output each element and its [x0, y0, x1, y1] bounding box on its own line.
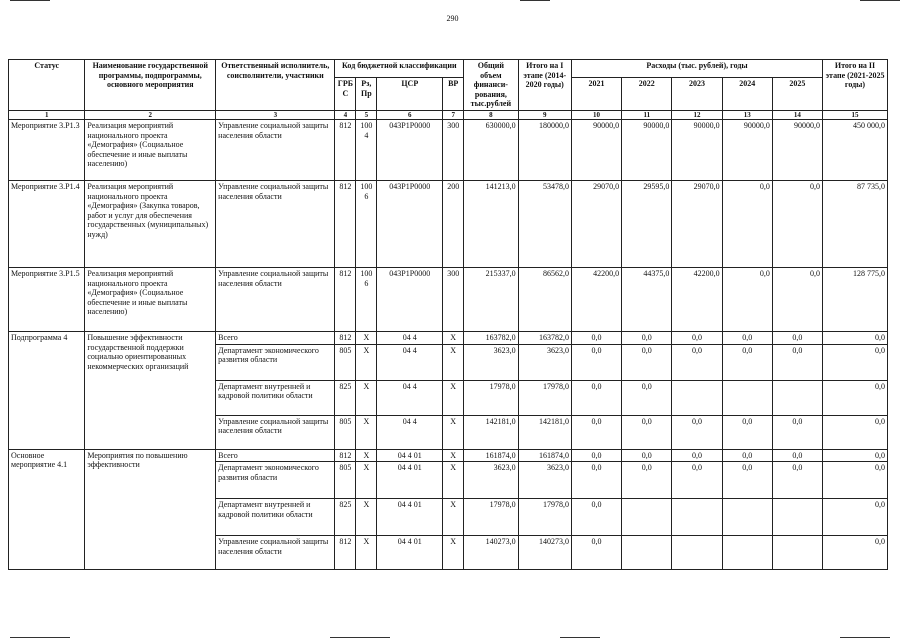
stage1-cell: 161874,0 [518, 449, 571, 462]
rzpr-cell: X [356, 415, 377, 449]
rzpr-cell: 1006 [356, 180, 377, 267]
column-number: 15 [823, 110, 888, 119]
stage1-cell: 140273,0 [518, 536, 571, 570]
table-row [9, 449, 888, 462]
top-edge-mark [860, 0, 900, 1]
executor-cell: Управление социальной защиты населения области [216, 536, 335, 570]
year-cell [722, 380, 772, 415]
csr-cell: 04 4 01 [377, 449, 443, 462]
executor-cell: Департамент экономического развития области [216, 462, 335, 499]
stage2-cell: 450 000,0 [823, 119, 888, 180]
stage2-cell: 0,0 [823, 536, 888, 570]
year-cell: 0,0 [772, 344, 822, 380]
executor-cell: Всего [216, 449, 335, 462]
grbs-cell: 812 [335, 267, 356, 331]
year-cell: 0,0 [571, 331, 621, 344]
year-cell: 0,0 [722, 180, 772, 267]
header-rzpr: Рз, Пр [356, 78, 377, 111]
total-cell: 142181,0 [464, 415, 518, 449]
executor-cell: Департамент внутренней и кадровой политики области [216, 380, 335, 415]
column-number: 13 [722, 110, 772, 119]
grbs-cell: 812 [335, 180, 356, 267]
year-cell: 0,0 [772, 180, 822, 267]
year-cell [672, 536, 722, 570]
year-cell: 0,0 [672, 449, 722, 462]
rzpr-cell: X [356, 331, 377, 344]
grbs-cell: 812 [335, 536, 356, 570]
table-row [9, 180, 888, 267]
rzpr-cell: X [356, 449, 377, 462]
header-year: 2025 [772, 78, 822, 111]
page-number: 290 [446, 14, 459, 23]
table-row [9, 267, 888, 331]
table-row [9, 331, 888, 344]
year-cell: 90000,0 [571, 119, 621, 180]
year-cell: 0,0 [772, 449, 822, 462]
grbs-cell: 805 [335, 462, 356, 499]
column-number: 7 [443, 110, 464, 119]
budget-table [8, 59, 888, 570]
stage1-cell: 53478,0 [518, 180, 571, 267]
grbs-cell: 812 [335, 331, 356, 344]
year-cell [722, 499, 772, 536]
executor-cell: Департамент экономического развития области [216, 344, 335, 380]
stage1-cell: 3623,0 [518, 462, 571, 499]
stage2-cell: 0,0 [823, 462, 888, 499]
year-cell: 0,0 [571, 344, 621, 380]
year-cell: 0,0 [772, 462, 822, 499]
year-cell: 29070,0 [672, 180, 722, 267]
vr-cell: X [443, 344, 464, 380]
year-cell: 90000,0 [672, 119, 722, 180]
rzpr-cell: 1006 [356, 267, 377, 331]
year-cell: 42200,0 [672, 267, 722, 331]
status-cell: Мероприятие 3.P1.4 [9, 180, 85, 267]
year-cell: 90000,0 [722, 119, 772, 180]
year-cell [772, 499, 822, 536]
year-cell: 0,0 [722, 449, 772, 462]
column-number-row [9, 110, 888, 119]
vr-cell: X [443, 415, 464, 449]
name-cell: Повышение эффективности государственной поддержки социально ориентированных некоммерческих организаций [85, 331, 216, 449]
column-number: 11 [622, 110, 672, 119]
year-cell: 0,0 [672, 344, 722, 380]
header-year: 2021 [571, 78, 621, 111]
stage1-cell: 142181,0 [518, 415, 571, 449]
year-cell: 0,0 [672, 415, 722, 449]
stage1-cell: 17978,0 [518, 499, 571, 536]
column-number: 5 [356, 110, 377, 119]
bottom-edge-mark [560, 637, 600, 638]
year-cell: 0,0 [722, 415, 772, 449]
rzpr-cell: X [356, 536, 377, 570]
top-edge-mark [520, 0, 550, 1]
bottom-edge-mark [840, 637, 890, 638]
csr-cell: 04 4 [377, 344, 443, 380]
column-number: 2 [85, 110, 216, 119]
column-number: 8 [464, 110, 518, 119]
executor-cell: Управление социальной защиты населения области [216, 267, 335, 331]
status-cell: Подпрограмма 4 [9, 331, 85, 449]
year-cell: 0,0 [722, 344, 772, 380]
header-csr: ЦСР [377, 78, 443, 111]
vr-cell: X [443, 499, 464, 536]
rzpr-cell: X [356, 380, 377, 415]
year-cell: 42200,0 [571, 267, 621, 331]
top-edge-mark [10, 0, 50, 1]
rzpr-cell: X [356, 499, 377, 536]
header-executor: Ответственный исполнитель, соисполнители, участники [216, 60, 335, 111]
year-cell [622, 536, 672, 570]
year-cell: 0,0 [622, 380, 672, 415]
total-cell: 163782,0 [464, 331, 518, 344]
status-cell: Мероприятие 3.P1.3 [9, 119, 85, 180]
total-cell: 161874,0 [464, 449, 518, 462]
year-cell: 0,0 [722, 267, 772, 331]
vr-cell: X [443, 449, 464, 462]
header-total-volume: Общий объем финанси-рования, тыс.рублей [464, 60, 518, 111]
csr-cell: 04 4 01 [377, 462, 443, 499]
column-number: 1 [9, 110, 85, 119]
year-cell: 0,0 [622, 331, 672, 344]
stage1-cell: 163782,0 [518, 331, 571, 344]
stage2-cell: 0,0 [823, 449, 888, 462]
year-cell: 0,0 [672, 462, 722, 499]
vr-cell: X [443, 462, 464, 499]
csr-cell: 04 4 [377, 415, 443, 449]
grbs-cell: 812 [335, 119, 356, 180]
vr-cell: 300 [443, 119, 464, 180]
year-cell: 0,0 [571, 449, 621, 462]
header-year: 2024 [722, 78, 772, 111]
stage2-cell: 0,0 [823, 344, 888, 380]
year-cell [672, 499, 722, 536]
year-cell: 0,0 [672, 331, 722, 344]
column-number: 4 [335, 110, 356, 119]
stage1-cell: 180000,0 [518, 119, 571, 180]
total-cell: 141213,0 [464, 180, 518, 267]
year-cell [672, 380, 722, 415]
table-row [9, 119, 888, 180]
year-cell: 0,0 [571, 499, 621, 536]
executor-cell: Управление социальной защиты населения области [216, 119, 335, 180]
total-cell: 215337,0 [464, 267, 518, 331]
column-number: 12 [672, 110, 722, 119]
total-cell: 630000,0 [464, 119, 518, 180]
year-cell: 90000,0 [772, 119, 822, 180]
header-grbs: ГРБС [335, 78, 356, 111]
total-cell: 17978,0 [464, 380, 518, 415]
vr-cell: 200 [443, 180, 464, 267]
stage1-cell: 86562,0 [518, 267, 571, 331]
vr-cell: X [443, 331, 464, 344]
year-cell: 0,0 [622, 449, 672, 462]
header-vr: ВР [443, 78, 464, 111]
year-cell [772, 380, 822, 415]
year-cell: 0,0 [772, 267, 822, 331]
total-cell: 140273,0 [464, 536, 518, 570]
total-cell: 17978,0 [464, 499, 518, 536]
column-number: 6 [377, 110, 443, 119]
csr-cell: 04 4 01 [377, 536, 443, 570]
vr-cell: X [443, 380, 464, 415]
year-cell: 29070,0 [571, 180, 621, 267]
csr-cell: 04 4 01 [377, 499, 443, 536]
csr-cell: 04 4 [377, 380, 443, 415]
year-cell: 0,0 [622, 415, 672, 449]
stage2-cell: 0,0 [823, 331, 888, 344]
year-cell: 29595,0 [622, 180, 672, 267]
status-cell: Основное мероприятие 4.1 [9, 449, 85, 570]
header-expenses: Расходы (тыс. рублей), годы [571, 60, 822, 78]
total-cell: 3623,0 [464, 344, 518, 380]
executor-cell: Всего [216, 331, 335, 344]
column-number: 3 [216, 110, 335, 119]
rzpr-cell: 1004 [356, 119, 377, 180]
header-stage1-total: Итого на I этапе (2014-2020 годы) [518, 60, 571, 111]
column-number: 9 [518, 110, 571, 119]
header-year: 2022 [622, 78, 672, 111]
name-cell: Реализация мероприятий национального проекта «Демография» (Закупка товаров, работ и услуг для обеспечения государственных (муниципальных) нужд) [85, 180, 216, 267]
year-cell: 0,0 [622, 344, 672, 380]
year-cell: 0,0 [571, 415, 621, 449]
bottom-edge-mark [330, 637, 390, 638]
year-cell: 0,0 [722, 331, 772, 344]
csr-cell: 043P1P0000 [377, 119, 443, 180]
year-cell: 0,0 [571, 380, 621, 415]
column-number: 10 [571, 110, 621, 119]
vr-cell: 300 [443, 267, 464, 331]
year-cell: 0,0 [571, 462, 621, 499]
total-cell: 3623,0 [464, 462, 518, 499]
csr-cell: 043P1P0000 [377, 267, 443, 331]
grbs-cell: 825 [335, 499, 356, 536]
year-cell [622, 499, 672, 536]
stage2-cell: 0,0 [823, 380, 888, 415]
grbs-cell: 812 [335, 449, 356, 462]
year-cell: 0,0 [571, 536, 621, 570]
rzpr-cell: X [356, 344, 377, 380]
name-cell: Мероприятия по повышению эффективности [85, 449, 216, 570]
stage1-cell: 17978,0 [518, 380, 571, 415]
header-status: Статус [9, 60, 85, 111]
stage2-cell: 87 735,0 [823, 180, 888, 267]
status-cell: Мероприятие 3.P1.5 [9, 267, 85, 331]
header-name: Наименование государственной программы, подпрограммы, основного мероприятия [85, 60, 216, 111]
bottom-edge-mark [10, 637, 70, 638]
name-cell: Реализация мероприятий национального проекта «Демография» (Социальное обеспечение и иные выплаты населению) [85, 267, 216, 331]
header-stage2-total: Итого на II этапе (2021-2025 годы) [823, 60, 888, 111]
column-number: 14 [772, 110, 822, 119]
executor-cell: Управление социальной защиты населения области [216, 415, 335, 449]
rzpr-cell: X [356, 462, 377, 499]
grbs-cell: 805 [335, 344, 356, 380]
executor-cell: Департамент внутренней и кадровой политики области [216, 499, 335, 536]
name-cell: Реализация мероприятий национального проекта «Демография» (Социальное обеспечение и иные выплаты населению) [85, 119, 216, 180]
stage2-cell: 0,0 [823, 415, 888, 449]
header-year: 2023 [672, 78, 722, 111]
year-cell: 44375,0 [622, 267, 672, 331]
year-cell: 0,0 [772, 331, 822, 344]
year-cell: 0,0 [772, 415, 822, 449]
stage1-cell: 3623,0 [518, 344, 571, 380]
grbs-cell: 805 [335, 415, 356, 449]
year-cell: 0,0 [722, 462, 772, 499]
executor-cell: Управление социальной защиты населения области [216, 180, 335, 267]
stage2-cell: 128 775,0 [823, 267, 888, 331]
stage2-cell: 0,0 [823, 499, 888, 536]
year-cell [722, 536, 772, 570]
header-budget-code: Код бюджетной классификации [335, 60, 464, 78]
year-cell: 90000,0 [622, 119, 672, 180]
csr-cell: 043P1P0000 [377, 180, 443, 267]
year-cell [772, 536, 822, 570]
vr-cell: X [443, 536, 464, 570]
grbs-cell: 825 [335, 380, 356, 415]
year-cell: 0,0 [622, 462, 672, 499]
csr-cell: 04 4 [377, 331, 443, 344]
